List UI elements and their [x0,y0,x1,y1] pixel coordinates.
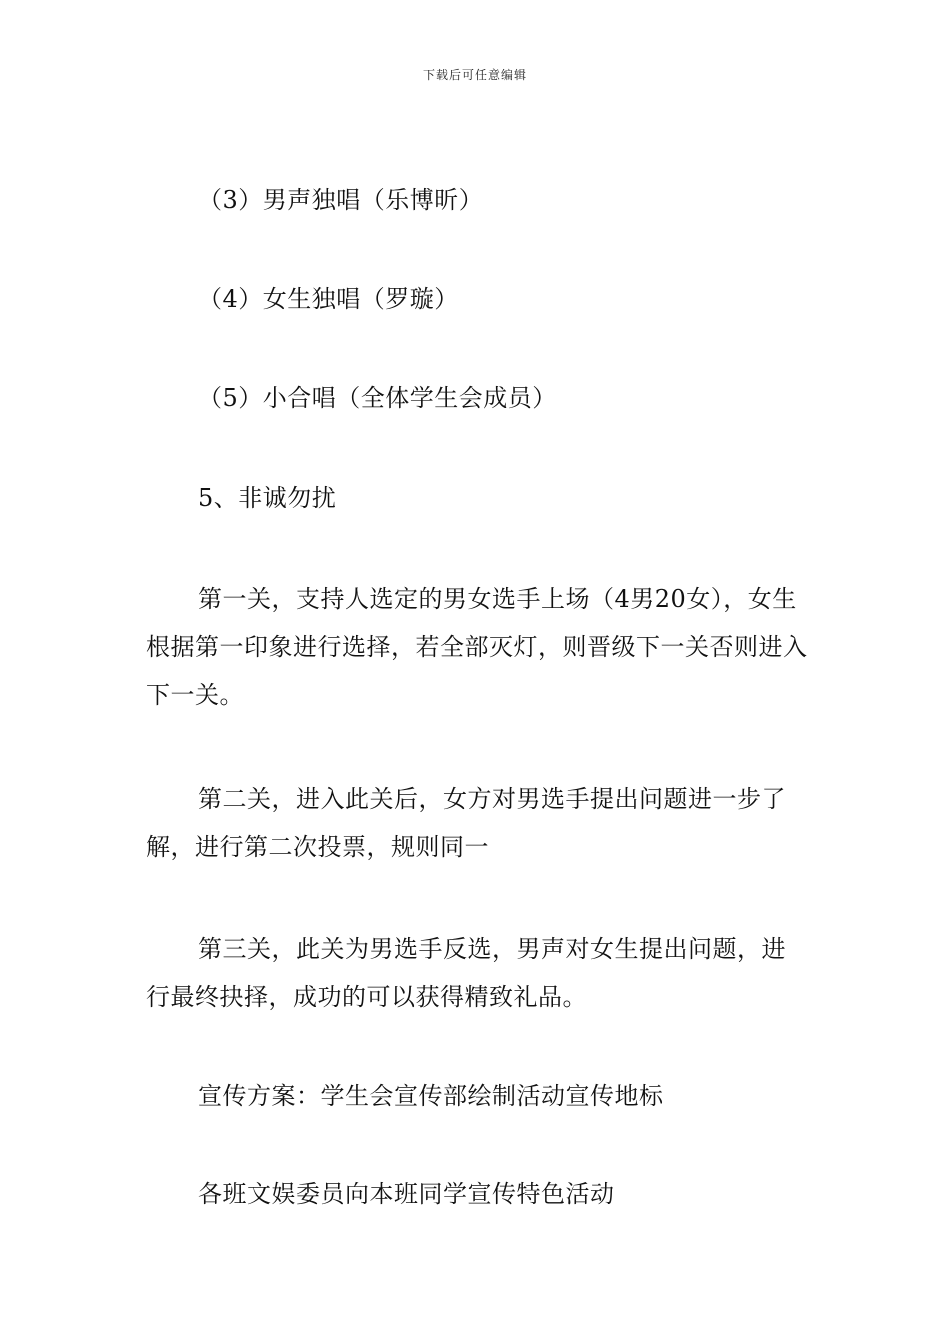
program-item-male-solo: （3）男声独唱（乐博昕） [198,186,484,214]
round-two-description: 第二关，进入此关后，女方对男选手提出问题进一步了解，进行第二次投票，规则同一 [146,785,786,861]
section-heading-fei-cheng-wu-rao: 5、非诚勿扰 [198,484,337,512]
round-one-description: 第一关，支持人选定的男女选手上场（4男20女），女生根据第一印象进行选择，若全部灭灯，则晋级下一关否则进入下一关。 [146,585,808,709]
publicity-plan: 宣传方案：学生会宣传部绘制活动宣传地标 [198,1082,664,1110]
class-publicity-note: 各班文娱委员向本班同学宣传特色活动 [198,1180,615,1208]
page-header-note: 下载后可任意编辑 [422,68,527,82]
round-three-description: 第三关，此关为男选手反选，男声对女生提出问题，进行最终抉择，成功的可以获得精致礼品。 [146,935,786,1011]
program-item-female-solo: （4）女生独唱（罗璇） [198,285,459,313]
program-item-small-chorus: （5）小合唱（全体学生会成员） [198,384,557,412]
